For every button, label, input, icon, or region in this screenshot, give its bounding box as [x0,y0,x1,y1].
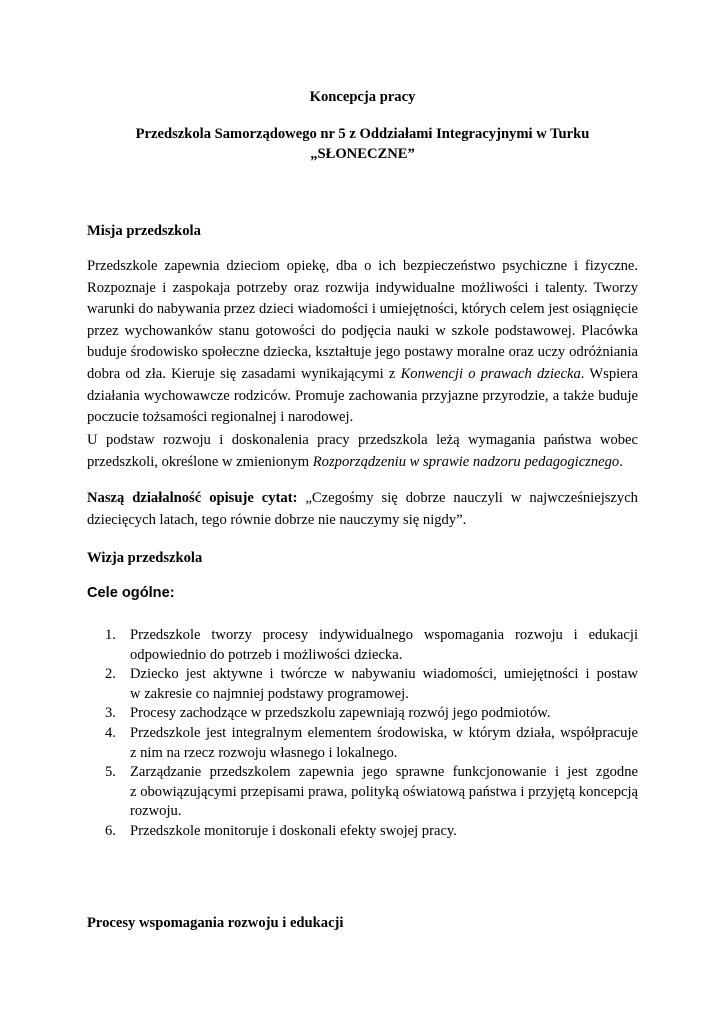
text-segment: . Wspiera [580,365,638,382]
list-item [87,763,638,822]
list-line: Zarządzanie przedszkolem zapewnia jego sprawne funkcjonowanie i jest zgodne [130,764,638,781]
paragraph-line [87,452,638,474]
list-line: z obowiązującymi przepisami prawa, polityką oświatową państwa i przyjętą koncepcją [130,783,638,800]
list-item [87,626,638,665]
procesy-heading: Procesy wspomagania rozwoju i edukacji [87,915,344,931]
paragraph-line: Rozpoznaje i zaspokaja potrzeby oraz rozwija indywidualne możliwości i talenty. Tworzy [87,279,638,296]
text-segment: . [619,453,623,470]
paragraph-line: buduje środowisko społeczne dziecka, kształtuje jego postawy moralne oraz uczy odróżniania [87,344,638,361]
list-line: z nim na rzecz rozwoju własnego i lokalnego. [130,744,398,761]
konwencja-title: Konwencji o prawach dziecka [400,365,581,382]
list-line: Przedszkole tworzy procesy indywidualnego wspomagania rozwoju i edukacji [130,627,638,643]
paragraph-line [87,364,638,386]
list-line: Przedszkole monitoruje i doskonali efekty swojej pracy. [130,822,457,839]
cele-list [87,626,638,842]
misja-paragraph-3 [87,488,638,531]
list-line: Procesy zachodzące w przedszkolu zapewniają rozwój jego podmiotów. [130,705,551,722]
list-line: w zakresie co najmniej podstawy programowej. [130,685,409,702]
misja-heading: Misja przedszkola [87,223,201,239]
wizja-heading: Wizja przedszkola [87,550,203,566]
quote-intro: Naszą działalność opisuje cytat: [87,490,298,506]
paragraph-line: dziecięcych latach, tego równie dobrze nie nauczymy się nigdy”. [87,511,467,528]
list-number: 5. [105,764,116,781]
text-segment: przedszkoli, określone w zmienionym [87,453,313,470]
list-line: odpowiednio do potrzeb i możliwości dziecka. [130,646,403,663]
list-item [87,724,638,763]
list-item [87,665,638,704]
document-title: Koncepcja pracy [309,89,416,105]
list-line: Dziecko jest aktywne i twórcze w nabywaniu wiadomości, umiejętności i postaw [130,666,638,683]
cele-heading: Cele ogólne: [87,585,175,601]
paragraph-line: Przedszkole zapewnia dzieciom opiekę, dba o ich bezpieczeństwo psychiczne i fizyczne. [87,258,638,274]
text-segment: dobra od zła. Kieruje się zasadami wynikającymi z [87,365,401,382]
paragraph-line: przez wychowanków stanu gotowości do podjęcia nauki w szkole podstawowej. Placówka [87,322,638,339]
text-segment: „Czegośmy się dobrze nauczyli w najwcześniejszych [297,490,638,506]
document-subtitle-line2: „SŁONECZNE” [310,146,415,162]
paragraph-line [87,488,638,510]
list-item [87,822,638,842]
paragraph-line: U podstaw rozwoju i doskonalenia pracy przedszkola leżą wymagania państwa wobec [87,432,638,448]
paragraph-line: warunki do nabywania przez dzieci wiadomości i umiejętności, których celem jest osiągnięcie [87,301,638,318]
list-item [87,704,638,724]
list-number: 4. [105,724,116,741]
list-line: Przedszkole jest integralnym elementem środowiska, w którym działa, współpracuje [130,724,638,741]
list-line: rozwoju. [130,803,182,820]
list-number: 1. [105,627,116,643]
list-number: 2. [105,666,116,683]
paragraph-line: działania wychowawcze rodziców. Promuje zachowania przyjazne przyrodzie, a także buduje [87,387,638,404]
misja-paragraph-2 [87,430,638,473]
list-number: 6. [105,822,116,839]
paragraph-line: poczucie tożsamości regionalnej i narodowej. [87,409,354,426]
rozporzadzenie-title: Rozporządzeniu w sprawie nadzoru pedagogicznego [312,453,620,470]
document-subtitle-line1: Przedszkola Samorządowego nr 5 z Oddziałami Integracyjnymi w Turku [135,126,590,142]
list-number: 3. [105,705,116,722]
misja-paragraph-1 [87,256,638,429]
